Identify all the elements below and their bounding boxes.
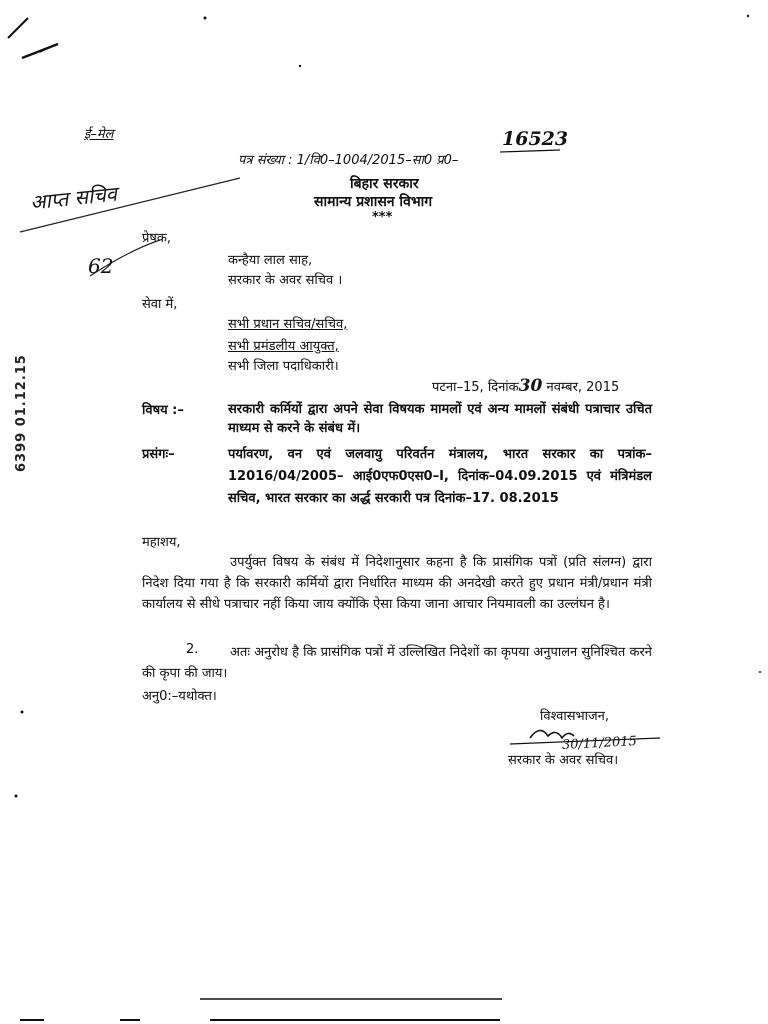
handwritten-note: आप्त सचिव (29, 181, 118, 215)
signature-post: सरकार के अवर सचिव। (508, 753, 619, 768)
recipient-label: सेवा में, (142, 297, 178, 312)
handwritten-note-2: 62 (88, 254, 114, 278)
department-name: सामान्य प्रशासन विभाग (314, 194, 433, 210)
closing: विश्वासभाजन, (540, 709, 610, 724)
paragraph-2-number: 2. (186, 642, 199, 657)
place-date-day: 30 (518, 376, 543, 396)
recipient-2: सभी प्रमंडलीय आयुक्त, (228, 339, 339, 354)
sender-post: सरकार के अवर सचिव । (228, 273, 343, 288)
place-date-suffix: नवम्बर, 2015 (542, 380, 620, 395)
signature-date: 30/11/2015 (561, 734, 638, 753)
sender-name: कन्हैया लाल साह, (228, 253, 313, 268)
enclosure: अनु0:–यथोक्त। (142, 689, 217, 704)
recipient-1: सभी प्रधान सचिव/सचिव, (228, 317, 348, 332)
letter-number-handwritten: 16523 (502, 128, 569, 150)
paragraph-1: उपर्युक्त विषय के संबंध में निदेशानुसार कहना है कि प्रासंगिक पत्रों (प्रति संलग्न) द्वारा निदेश दिया गया है कि सरकारी कर्मियों द्वारा निर्धारित माध्यम की अनदेखी करते हुए प्रधान मंत्री/प्रधान मंत्री कार्यालय से सीधे पत्राचार नहीं किया जाय क्योंकि ऐसा किया जाना आचार नियमावली का उल्लंघन है। (142, 555, 652, 612)
email-mark: ई–मेल (84, 127, 114, 142)
government-name: बिहार सरकार (350, 176, 419, 192)
header-stars: *** (372, 210, 393, 225)
reference-text: पर्यावरण, वन एवं जलवायु परिवर्तन मंत्रालय, भारत सरकार का पत्रांक–12016/04/2005– आई0एफ0एस0–I, दिनांक–04.09.2015 एवं मंत्रिमंडल सचिव, भारत सरकार का अर्द्ध सरकारी पत्र दिनांक–17. 08.2015 (228, 447, 652, 506)
recipient-3: सभी जिला पदाधिकारी। (228, 359, 339, 374)
letter-number: पत्र संख्या : 1/वि0–1004/2015–सा0 प्र0– (238, 153, 459, 168)
place-date-prefix: पटना–15, दिनांक (432, 380, 519, 395)
paragraph-2: अतः अनुरोध है कि प्रासंगिक पत्रों में उल्लिखित निदेशों का कृपया अनुपालन सुनिश्चित करने की कृपा की जाय। (142, 645, 652, 681)
reference-label: प्रसंगः– (142, 447, 175, 462)
subject-text: सरकारी कर्मियों द्वारा अपने सेवा विषयक मामलों एवं अन्य मामलों संबंधी पत्राचार उचित माध्यम से करने के संबंध में। (228, 402, 652, 436)
place-date (432, 376, 619, 396)
margin-receipt-stamp: 6399 01.12.15 (14, 354, 29, 472)
salutation: महाशय, (142, 535, 181, 550)
subject-label: विषय :– (142, 403, 184, 418)
sender-label: प्रेषक, (142, 231, 172, 246)
